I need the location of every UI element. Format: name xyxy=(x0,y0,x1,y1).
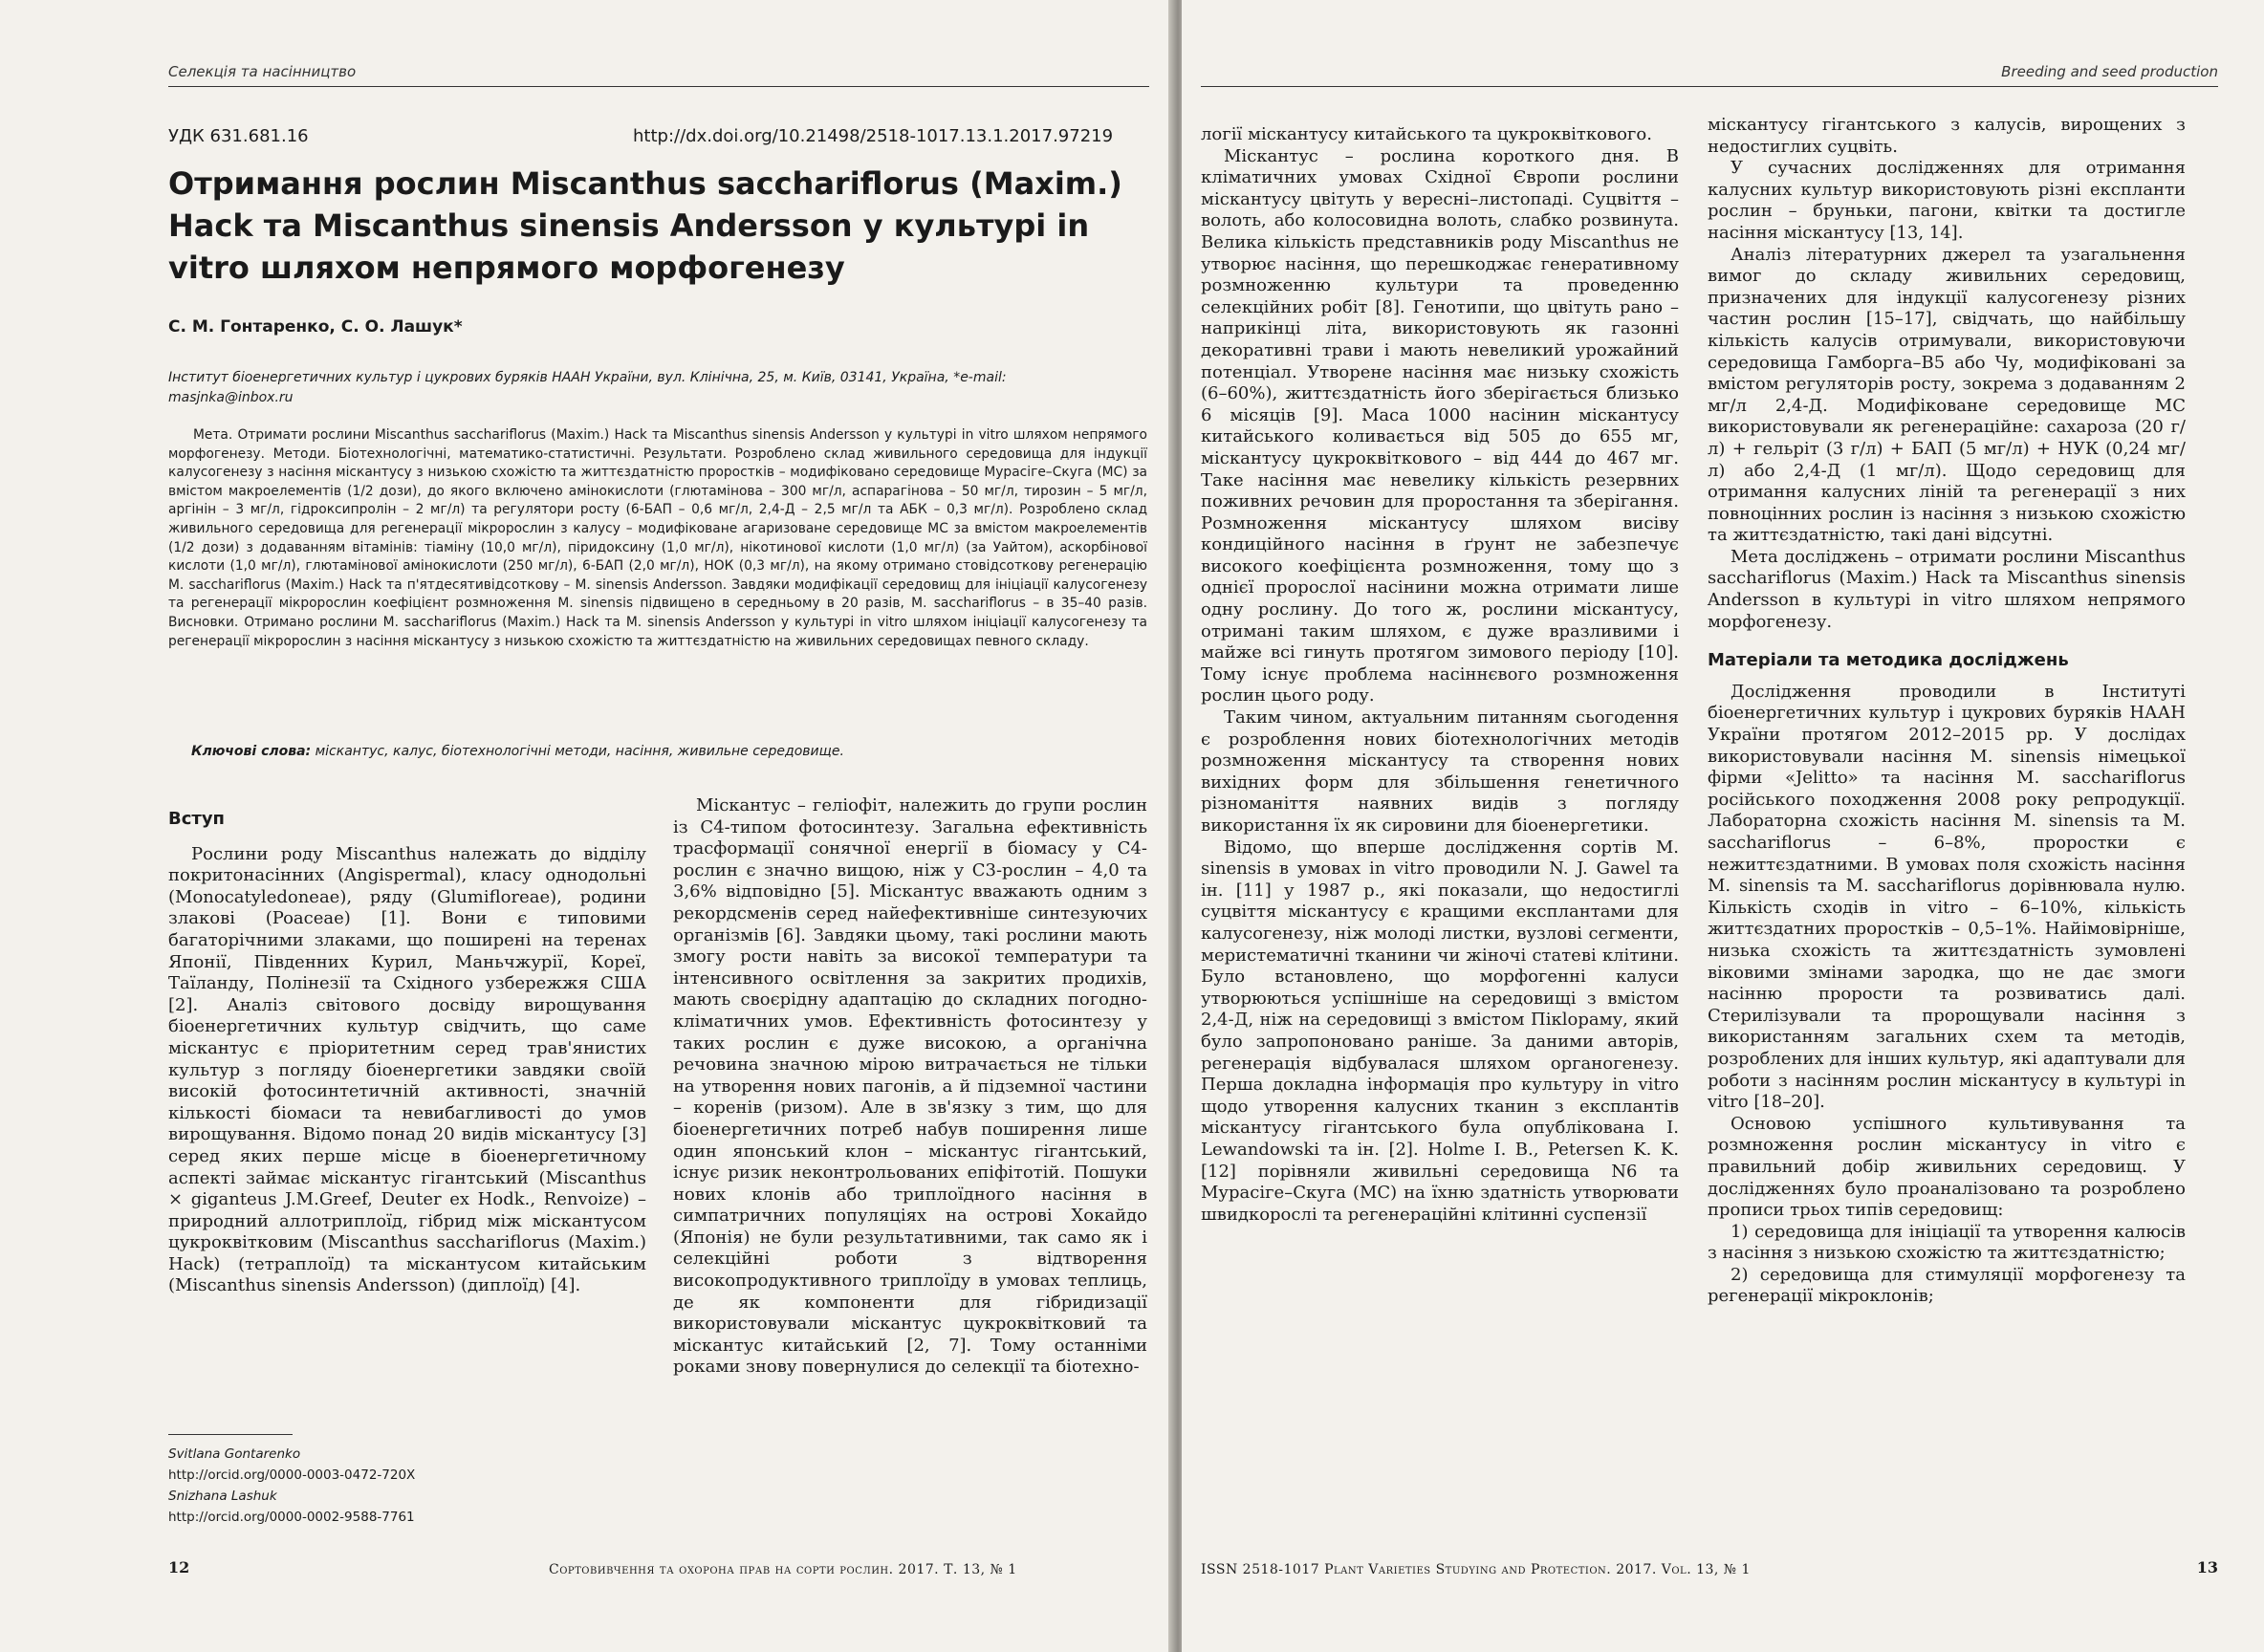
text-column-2 xyxy=(673,795,1147,1379)
paragraph: Основою успішного культивування та розмноження рослин міскантусу in vitro є правильний добір живильних середовищ. У дослідженнях було проаналізовано та розроблено прописи трьох типів середовищ: xyxy=(1708,1113,2186,1221)
text-column-1 xyxy=(168,809,646,1297)
journal-footer-left: Сортовивчення та охорона прав на сорти рослин. 2017. Т. 13, № 1 xyxy=(549,1562,1017,1577)
paragraph: Рослини роду Miscanthus належать до відділу покритонасінних (Angispermal), класу однодольні (Monocatyledoneae), ряду (Glumifloreae), родини злакові (Poaceae) [1]. Вони є типовими багаторічними злаками, що поширені на теренах Японії, Південних Курил, Маньчжурії, Кореї, Таїланду, Полінезії та Східного узбережжя США [2]. Аналіз світового досвіду вирощування біоенергетичних культур свідчить, що саме міскантус є пріоритетним серед трав'янистих культур з погляду біоенергетики завдяки своїй високій фотосинтетичній активності, значній кількості біомаси та невибагливості до умов вирощування. Відомо понад 20 видів міскантусу [3] серед яких перше місце в біоенергетичному аспекті займає міскантус гігантський (Miscanthus × giganteus J.M.Greef, Deuter ex Hodk., Renvoize) – природний аллотриплоїд, гібрид між міскантусом цукроквітковим (Miscanthus sacchariflorus (Maxim.) Hack) (тетраплоїд) та міскантусом китайським (Miscanthus sinensis Andersson) (диплоїд) [4]. xyxy=(168,843,646,1296)
text-column-4 xyxy=(1708,115,2186,1308)
section-heading-methods: Матеріали та методика досліджень xyxy=(1708,650,2069,671)
keywords-label: Ключові слова: xyxy=(191,744,312,759)
footnote-rule xyxy=(168,1434,293,1435)
paragraph: логії міскантусу китайського та цукроквіткового. xyxy=(1201,124,1652,144)
orcid-link[interactable]: http://orcid.org/0000-0002-9588-7761 xyxy=(168,1510,415,1525)
paragraph: Дослідження проводили в Інституті біоенергетичних культур і цукрових буряків НААН України протягом 2012–2015 рр. У дослідах використовували насіння M. sinensis німецької фірми «Jelitto» та насіння M. sacchariflorus російського походження 2008 року репродукції. Лабораторна схожість насіння M. sinensis та M. sacchariflorus – 6–8%, проростки є нежиттєздатними. В умовах поля схожість насіння M. sinensis та M. sacchariflorus дорівнювала нулю. Кількість сходів in vitro – 6–10%, кількість життєздатних проростків – 0,5–1%. Найімовірніше, низька схожість та життєздатність зумовлені віковими змінами зародка, що не дає змоги насінню прорости та розвиватись далі. Стерилізували та пророщували насіння з використанням загальних схем та методів, розроблених для інших культур, які адаптували для роботи з насінням рослин міскантусу в культурі in vitro [18–20]. xyxy=(1708,681,2186,1113)
running-head-right: Breeding and seed production xyxy=(2001,63,2218,80)
right-page xyxy=(1182,0,2264,1652)
keywords-list: міскантус, калус, біотехнологічні методи, насіння, живильне середовище. xyxy=(315,744,844,759)
article-title: Отримання рослин Miscanthus sacchariflorus (Maxim.) Hack та Miscanthus sinensis Andersson у культурі in vitro шляхом непрямого морфогенезу xyxy=(168,165,1122,286)
journal-footer-right: ISSN 2518-1017 Plant Varieties Studying and Protection. 2017. Vol. 13, № 1 xyxy=(1201,1562,1751,1577)
orcid-author-name: Snizhana Lashuk xyxy=(168,1489,277,1504)
orcid-author-name: Svitlana Gontarenko xyxy=(168,1446,301,1462)
section-heading-intro: Вступ xyxy=(168,809,225,829)
page-number-right: 13 xyxy=(2196,1558,2218,1576)
header-rule xyxy=(1201,86,2218,87)
paragraph: Відомо, що вперше дослідження сортів M. sinensis в умовах in vitro проводили N. J. Gawel та ін. [11] у 1987 р., які показали, що недостиглі суцвіття міскантусу є кращими експлантами для калусогенезу, ніж молоді листки, вузлові сегменти, меристематичні тканини чи жіночі статеві клітини. Було встановлено, що морфогенні калуси утворюються успішніше на середовищі з вмістом 2,4-Д, ніж на середовищі з вмістом Пікloраму, який було запропоновано раніше. За даними авторів, регенерація відбувалася шляхом органогенезу. Перша докладна інформація про культуру in vitro щодо утворення калусних тканин з експлантів міскантусу гігантського була опублікована I. Lewandowski та ін. [2]. Holme I. B., Petersen K. K. [12] порівняли живильні середовища N6 та Мурасіге–Скуга (МС) на їхню здатність утворювати швидкорослі та регенераційні клітинні суспензії xyxy=(1201,837,1679,1225)
text-column-3 xyxy=(1201,124,1679,1226)
authors: С. М. Гонтаренко, С. О. Лашук* xyxy=(168,317,463,337)
udc-code: УДК 631.681.16 xyxy=(168,126,309,146)
paragraph: 2) середовища для стимуляції морфогенезу та регенерації мікроклонів; xyxy=(1708,1264,2186,1307)
paragraph: міскантусу гігантського з калусів, вирощених з недостиглих суцвіть. xyxy=(1708,115,2186,157)
paragraph: 1) середовища для ініціації та утворення калюсів з насіння з низькою схожістю та життєздатністю; xyxy=(1708,1221,2186,1264)
paragraph: Міскантус – геліофіт, належить до групи рослин із С4-типом фотосинтезу. Загальна ефективність трасформації сонячної енергії в біомасу у С4-рослин є значно вищою, ніж у С3-рослин – 4,0 та 3,6% відповідно [5]. Міскантус вважають одним з рекордсменів серед найефективніше синтезуючих організмів [6]. Завдяки цьому, такі рослини мають змогу рости навіть за високої температури та інтенсивного освітлення за закритих продихів, мають своєрідну адаптацію до складних погодно-кліматичних умов. Ефективність фотосинтезу у таких рослин є дуже високою, а органічна речовина значною мірою витрачається не тільки на утворення нових пагонів, а й підземної частини – коренів (ризом). Але в зв'язку з тим, що для біоенергетичних потреб набув поширення лише один японський клон – міскантус гігантський, існує ризик неконтрольованих епіфітотій. Пошуки нових клонів або триплоїдного насіння в симпатричних популяціях на острові Хокайдо (Японія) не були результативними, так само як і селекційні роботи з відтворення високопродуктивного триплоїду в умовах теплиць, де як компоненти для гібридизації використовували міскантус цукроквітковий та міскантус китайський [2, 7]. Тому останніми роками знову повернулися до селекції та біотехно- xyxy=(673,795,1147,1378)
paragraph: Міскантус – рослина короткого дня. В кліматичних умовах Східної Європи рослини міскантусу цвітуть у вересні–листопаді. Суцвіття – волоть, або колосовидна волоть, слабко розвинута. Велика кількість представників роду Miscanthus не утворює насіння, що перешкоджає генеративному розмноженню культури та проведенню селекційних робіт [8]. Генотипи, що цвітуть рано – наприкінці літа, використовують як газонні декоративні трави і мають невеликий урожайний потенціал. Утворене насіння має низьку схожість (6–60%), життєздатність його зберігається близько 6 місяців [9]. Маса 1000 насінин міскантусу китайського коливається від 505 до 655 мг, міскантусу цукроквіткового – від 444 до 467 мг. Таке насіння має невелику кількість резервних поживних речовин для проростання та зберігання. Розмноження міскантусу шляхом висіву кондиційного насіння в ґрунт не забезпечує високого коефіцієнта розмноження, тому що з однієї пророслої насінини можна отримати лише одну рослину. До того ж, рослини міскантусу, отримані таким шляхом, є дуже вразливими і майже всі гинуть протягом зимового періоду [10]. Тому існує проблема насіннєвого розмноження рослин цього роду. xyxy=(1201,145,1679,706)
header-rule xyxy=(168,86,1149,87)
paragraph: Мета досліджень – отримати рослини Miscanthus sacchariflorus (Maxim.) Hack та Miscanthus sinensis Andersson в культурі in vitro шляхом непрямого морфогенезу. xyxy=(1708,546,2186,632)
keywords xyxy=(191,744,1147,759)
paragraph: Аналіз літературних джерел та узагальнення вимог до складу живильних середовищ, призначених для індукції калусогенезу різних частин рослин [15–17], свідчать, що найбільшу кількість калусів отримували, використовуючи середовища Гамборга–В5 або Чу, модифіковані за вмістом регуляторів росту, зокрема з додаванням 2 мг/л 2,4-Д. Модифіковане середовище МС використовували як регенераційне: сахароза (20 г/л) + гельріт (3 г/л) + БАП (5 мг/л) + НУК (0,24 мг/л) або 2,4-Д (1 мг/л). Щодо середовищ для отримання калусних ліній та регенерації з них повноцінних рослин із насіння з низькою схожістю та життєздатністю, такі дані відсутні. xyxy=(1708,244,2186,546)
page-number-left: 12 xyxy=(168,1558,190,1576)
paragraph: У сучасних дослідженнях для отримання калусних культур використовують різні експланти рослин – бруньки, пагони, квітки та достигле насіння міскантусу [13, 14]. xyxy=(1708,158,2186,243)
running-head-left: Селекція та насінництво xyxy=(168,63,357,80)
orcid-block xyxy=(168,1444,415,1528)
affiliation: Інститут біоенергетичних культур і цукрових буряків НААН України, вул. Клінічна, 25, м. Київ, 03141, Україна, *e-mail: masjnka@inbox.ru xyxy=(168,370,1007,405)
paragraph: Таким чином, актуальним питанням сьогодення є розроблення нових біотехнологічних методів розмноження міскантусу та створення нових вихідних форм для збільшення генетичного різноманіття наявних видів з погляду використання їх як сировини для біоенергетики. xyxy=(1201,707,1679,836)
orcid-link[interactable]: http://orcid.org/0000-0003-0472-720X xyxy=(168,1467,416,1483)
abstract: Мета. Отримати рослини Miscanthus sacchariflorus (Maxim.) Hack та Miscanthus sinensis Andersson у культурі in vitro шляхом непрямого морфогенезу. Методи. Біотехнологічні, математико-статистичні. Результати. Розроблено склад живильного середовища для індукції калусогенезу з насіння міскантусу з низькою схожістю та життєздатністю проростків – модифіковано середовище Мурасіге–Скуга (МС) за вмістом макроелементів (1/2 дози), до якого включено амінокислоти (глютамінова – 300 мг/л, аспарагінова – 50 мг/л, тирозин – 5 мг/л, аргінін – 3 мг/л, гідроксипролін – 2 мг/л) та регулятори росту (6-БАП – 0,6 мг/л, 2,4-Д – 2,5 мг/л та АБК – 0,3 мг/л). Розроблено склад живильного середовища для регенерації мікророслин з калусу – модифіковане агаризоване середовище МС за вмістом макроелементів (1/2 дози) з додаванням вітамінів: тіаміну (10,0 мг/л), піридоксину (1,0 мг/л), нікотинової кислоти (1,0 мг/л) (за Уайтом), аскорбінової кислоти (1,0 мг/л), глютамінової амінокислоти (250 мг/л), 6-БАП (2,0 мг/л), НОК (0,3 мг/л), на якому отримано стовідсоткову регенерацію M. sacchariflorus (Maxim.) Hack та п'ятдесятивідсоткову – M. sinensis Andersson. Завдяки модифікації середовищ для ініціації калусогенезу та регенерації мікророслин коефіцієнт розмноження M. sinensis підвищено в середньому в 20 разів, M. sacchariflorus – в 35–40 разів. Висновки. Отримано рослини M. sacchariflorus (Maxim.) Hack та M. sinensis Andersson у культурі in vitro шляхом ініціації калусогенезу та регенерації мікророслин з насіння міскантусу з низькою схожістю та життєздатністю на живильних середовищах певного складу. xyxy=(168,427,1147,649)
doi-link[interactable]: http://dx.doi.org/10.21498/2518-1017.13.1.2017.97219 xyxy=(633,126,1114,146)
